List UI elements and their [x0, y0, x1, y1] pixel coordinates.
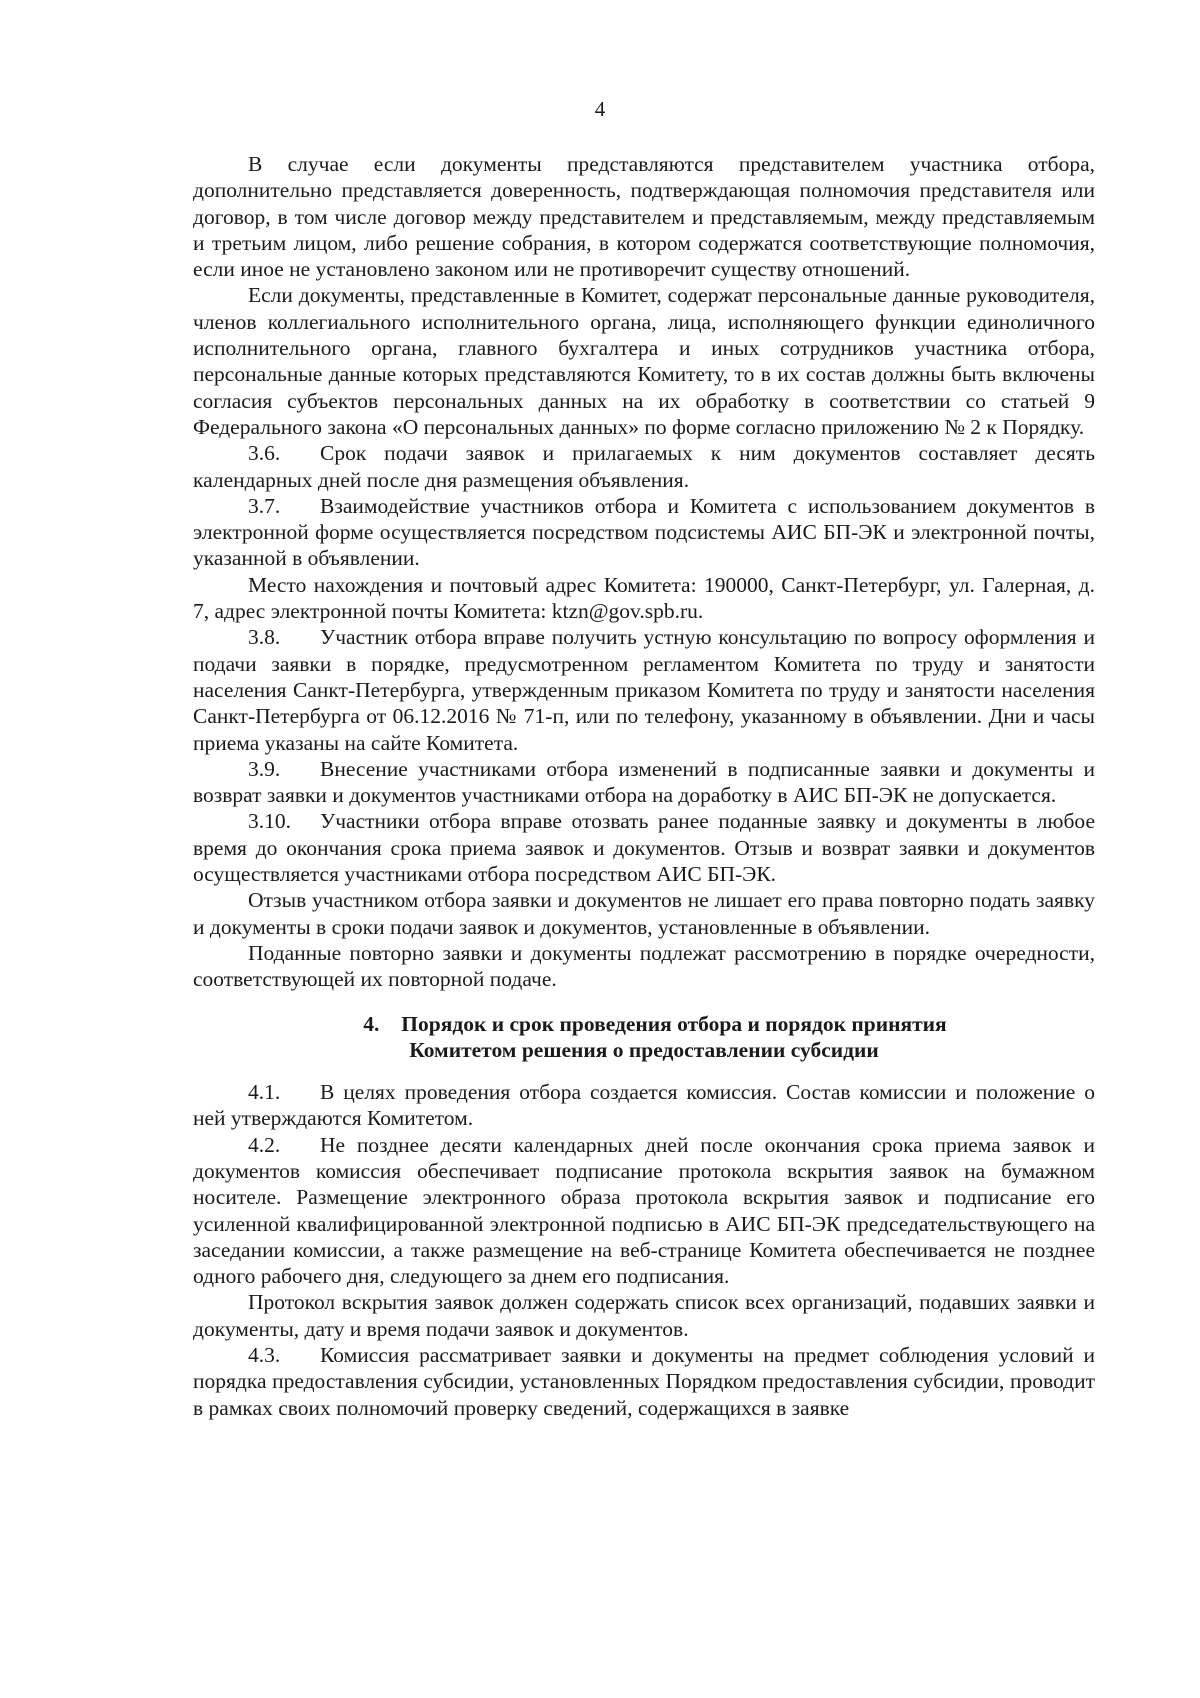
paragraph [193, 1342, 1095, 1421]
clause-number: 4.2. [248, 1132, 281, 1157]
clause-number: 3.7. [248, 493, 281, 518]
paragraph [193, 493, 1095, 572]
paragraph [193, 1132, 1095, 1290]
section-title-line-2: Комитетом решения о предоставлении субсидии [409, 1037, 879, 1062]
clause-number: 3.6. [248, 441, 281, 466]
paragraph-text: Протокол вскрытия заявок должен содержать список всех организаций, подавших заявки и документы, дату и время подачи заявок и документов. [193, 1290, 1095, 1341]
section-heading-line-1 [193, 1011, 1095, 1037]
paragraph-text: Взаимодействие участников отбора и Комитета с использованием документов в электронной форме осуществляется посредством подсистемы АИС БП-ЭК и электронной почты, указанной в объявлении. [193, 493, 1095, 571]
paragraph-text: Место нахождения и почтовый адрес Комитета: 190000, Санкт-Петербург, ул. Галерная, д. 7, адрес электронной почты Комитета: ktzn@gov.spb.ru. [193, 572, 1095, 624]
paragraph [193, 940, 1095, 993]
paragraph-text: В случае если документы представляются представителем участника отбора, дополнительно представляется доверенность, подтверждающая полномочия представителя или договор, в том числе договор между представителем и представляемым, между представляемым и третьим лицом, либо решение собрания, в котором содержатся соответствующие полномочия, если иное не установлено законом или не противоречит существу отношений. [193, 152, 1095, 282]
page-number: 4 [594, 97, 606, 121]
paragraph [193, 440, 1095, 493]
paragraph [193, 624, 1095, 755]
section-number: 4. [363, 1011, 380, 1036]
section-title-line-1: Порядок и срок проведения отбора и порядок принятия [401, 1011, 947, 1036]
document-body [193, 151, 1095, 1421]
section-heading [193, 1011, 1095, 1064]
paragraph-text: Внесение участниками отбора изменений в подписанные заявки и документы и возврат заявки и документов участниками отбора на доработку в АИС БП-ЭК не допускается. [193, 756, 1095, 808]
paragraph [193, 282, 1095, 440]
paragraph-text: В целях проведения отбора создается комиссия. Состав комиссии и положение о ней утверждаются Комитетом. [193, 1080, 1095, 1131]
paragraph-text: Отзыв участником отбора заявки и документов не лишает его права повторно подать заявку и документы в сроки подачи заявок и документов, установленные в объявлении. [193, 888, 1095, 939]
clause-number: 3.9. [248, 756, 281, 781]
paragraph [193, 808, 1095, 887]
paragraph [193, 572, 1095, 625]
clause-number: 3.10. [248, 809, 291, 834]
paragraph-text: Срок подачи заявок и прилагаемых к ним документов составляет десять календарных дней после дня размещения объявления. [193, 441, 1095, 492]
paragraph [193, 887, 1095, 940]
paragraph [193, 1079, 1095, 1132]
section-3-paragraphs [193, 151, 1095, 993]
clause-number: 3.8. [248, 625, 281, 650]
paragraph-text: Если документы, представленные в Комитет, содержат персональные данные руководителя, членов коллегиального исполнительного органа, лица, исполняющего функции единоличного исполнительного органа, главного бухгалтера и иных сотрудников участника отбора, персональные данные которых представляются Комитету, то в их состав должны быть включены согласия субъектов персональных данных на их обработку в соответствии со статьей 9 Федерального закона «О персональных данных» по форме согласно приложению № 2 к Порядку. [193, 283, 1095, 439]
clause-number: 4.1. [248, 1080, 281, 1105]
clause-number: 4.3. [248, 1343, 281, 1368]
paragraph-text: Не позднее десяти календарных дней после окончания срока приема заявок и документов комиссия обеспечивает подписание протокола вскрытия заявок на бумажном носителе. Размещение электронного образа протокола вскрытия заявок и подписание его усиленной квалифицированной электронной подписью в АИС БП-ЭК председательствующего на заседании комиссии, а также размещение на веб-странице Комитета обеспечивается не позднее одного рабочего дня, следующего за днем его подписания. [193, 1132, 1095, 1289]
paragraph-text: Участники отбора вправе отозвать ранее поданные заявку и документы в любое время до окончания срока приема заявок и документов. Отзыв и возврат заявки и документов осуществляется участниками отбора посредством АИС БП-ЭК. [193, 809, 1095, 887]
paragraph [193, 1289, 1095, 1342]
paragraph [193, 756, 1095, 809]
paragraph-text: Комиссия рассматривает заявки и документы на предмет соблюдения условий и порядка предоставления субсидии, установленных Порядком предоставления субсидии, проводит в рамках своих полномочий проверку сведений, содержащихся в заявке [193, 1343, 1095, 1420]
paragraph [193, 151, 1095, 282]
paragraph-text: Участник отбора вправе получить устную консультацию по вопросу оформления и подачи заявки в порядке, предусмотренном регламентом Комитета по труду и занятости населения Санкт-Петербурга, утвержденным приказом Комитета по труду и занятости населения Санкт-Петербурга от 06.12.2016 № 71-п, или по телефону, указанному в объявлении. Дни и часы приема указаны на сайте Комитета. [193, 625, 1095, 755]
section-4-paragraphs [193, 1079, 1095, 1421]
paragraph-text: Поданные повторно заявки и документы подлежат рассмотрению в порядке очередности, соответствующей их повторной подаче. [193, 940, 1095, 992]
